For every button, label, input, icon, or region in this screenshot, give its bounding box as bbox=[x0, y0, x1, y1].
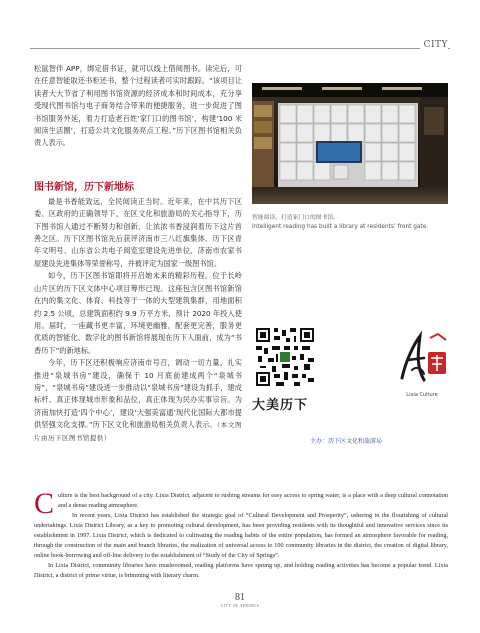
lixia-culture-emblem bbox=[394, 330, 450, 390]
english-paragraph-3: In Lixia District, community libraries have mushroomed, reading platforms have sprung up, and holding reading activities has become a popular trend. Lixia District, a district of prime virtue, is brimming with literary charm. bbox=[34, 562, 448, 579]
section-header: CITY bbox=[420, 40, 448, 50]
library-photo bbox=[252, 83, 448, 204]
caption-cn: 智能阅读，打造家门口的图书馆。 bbox=[252, 215, 339, 221]
lixia-culture-logo bbox=[394, 330, 450, 402]
qr-code-icon bbox=[256, 328, 314, 386]
logo-block bbox=[252, 324, 452, 420]
english-paragraph-2: In recent years, Lixia District has established the strategic goal of “Cultural Development and Prosperity”, ushering in the flourishing of cultural undertakings. Lixia District Library, as a key to promoting cultural development, has been providing residents with its thoughtful and innovative services since its establishment in 1997. Lixia District, which is dedicated to cultivating the reading habits of the entire population, has formed an atmosphere favorable for reading, through the construction of the main and branch libraries, the realization of universal access to 100 community libraries in the district, the creation of digital library, online book-borrowing and off-line delivery to the establishment of “Study of the City of Springs”. bbox=[34, 512, 448, 559]
drop-cap: C bbox=[34, 487, 55, 520]
photo-source-note: （本文图片由历下区图书馆提供） bbox=[34, 421, 242, 442]
english-summary bbox=[34, 487, 448, 581]
caption-en: Intelligent reading has built a library at residents’ front gate. bbox=[252, 223, 429, 230]
intro-paragraph: 松鼠智伴 APP，绑定借书证，就可以线上借阅图书。读完后，可在任意智能取还书柜还书，整个过程读者可实时跟踪。“该项目让读者大大节省了利用图书馆资源的经济成本和时间成本，充分享受现代图书馆与电子商务结合带来的便捷服务，进一步促进了图书馆服务外延，着力打造老百姓‘家门口的图书馆’，构建‘100 米阅读生活圈’，打造公共文化服务亮点工程。”历下区图书馆相关负责人表示。 bbox=[34, 64, 242, 148]
library-interior-image bbox=[252, 83, 448, 204]
section-title: 图书新馆，历下新地标 bbox=[34, 181, 134, 193]
lixia-culture-name: Lixia Culture bbox=[406, 392, 438, 398]
brand-damei-lixia: 大美历下 bbox=[252, 398, 309, 413]
page-number: 81 bbox=[235, 592, 245, 603]
photo-caption bbox=[252, 214, 452, 231]
english-paragraph-1: ulture is the best background of a city. Lixia District, adjacent to rushing streams for easy access to spring water, is a place with a deep cultural connotation and a dense reading atmosphere. bbox=[58, 492, 448, 509]
header-rule bbox=[30, 48, 450, 49]
body-paragraph-3-text: 今年，历下区还积极响应济南市号召，调动一切力量，扎实推进“泉城书房”建设，确保于 10 月底前建成两个“泉城书房”，“泉城书房”建设进一步推动以“泉城书房”建设为抓手，建成标杆、真正体现城市形象和品位，真正体现为民办实事宗旨。为济南加快打造‘四个中心’，建设‘大强美富通’现代化国际大都市提供坚强文化支撑。”历下区文化和旅游局相关负责人表示。 bbox=[34, 358, 242, 430]
magazine-name: CITY OF SPRINGS bbox=[220, 604, 260, 608]
left-column bbox=[34, 63, 242, 444]
section-body bbox=[34, 196, 242, 444]
body-paragraph-1: 最是书香能致远，全民阅读正当时。近年来，在中共历下区委、区政府的正确领导下，在区文化和旅游局的关心指导下，历下图书馆人通过不断努力和创新，让浓浓书香浸润着历下这片首善之区。历下区图书馆先后获评济南市三八红旗集体、历下区青年文明号、山东省公共电子阅览室建设先进单位、济南市农家书屋建设先进集体等荣誉称号，并被评定为国家一级图书馆。 bbox=[34, 196, 242, 268]
sponsor-credit: 主办：历下区文化和旅游局 bbox=[310, 438, 383, 445]
body-paragraph-3 bbox=[34, 357, 242, 444]
body-paragraph-2: 如今，历下区图书馆即将开启她未来的精彩历程。位于长岭山片区的历下区文体中心项目筹形已现。这座包含区图书馆新馆在内的集文化、体育、科技等于一体的大型建筑集群，用地面积约 2.5 公顷，总建筑面积约 9.9 万平方米，预计 2020 年投入使用。届时，一座藏书更丰富，环境更幽雅，配套更完善，服务更优质的智能化、数字化的图书新馆将展现在历下人面前，成为“书香历下”的新地标。 bbox=[34, 271, 242, 355]
